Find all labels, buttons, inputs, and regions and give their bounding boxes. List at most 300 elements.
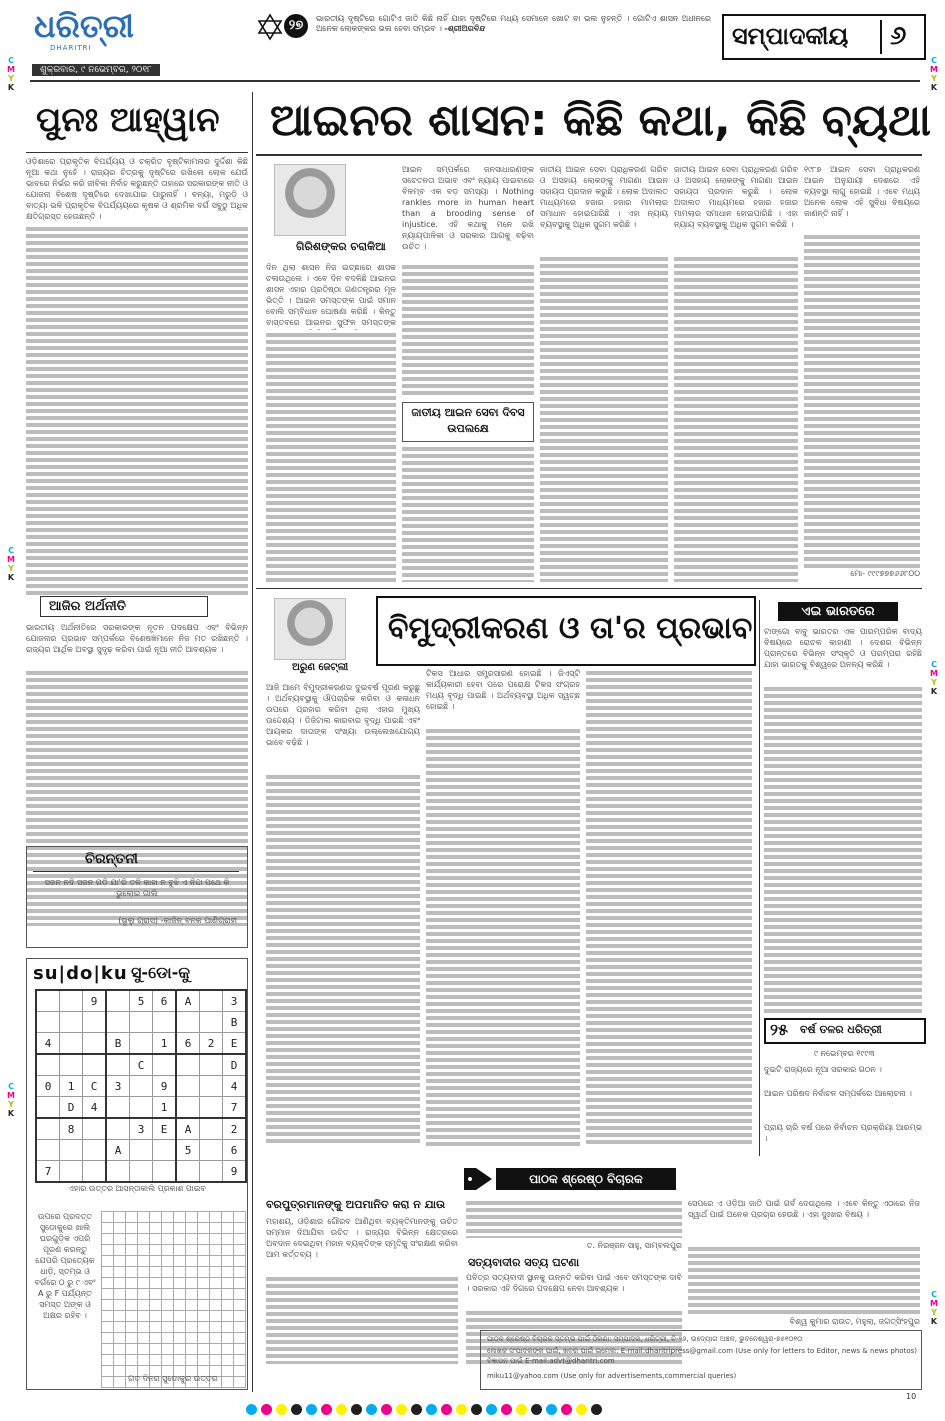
answer-cell [210, 1333, 222, 1344]
sudoku-cell[interactable]: D [60, 1097, 83, 1119]
anniversary-banner [764, 1018, 926, 1044]
sudoku-cell[interactable]: 4 [36, 1033, 60, 1055]
sudoku-cell[interactable]: 7 [223, 1097, 247, 1119]
cmyk-mark-right-mid: C M Y K [930, 660, 938, 696]
sudoku-cell[interactable] [176, 1097, 200, 1119]
right-divider [759, 600, 760, 1156]
answer-cell [102, 1234, 114, 1245]
answer-cell [102, 1256, 114, 1267]
answer-cell [102, 1344, 114, 1355]
sudoku-cell[interactable]: 1 [60, 1076, 83, 1097]
answer-cell [210, 1278, 222, 1289]
answer-cell [198, 1355, 210, 1366]
answer-cell [210, 1212, 222, 1223]
answer-cell [174, 1245, 186, 1256]
answer-cell [222, 1311, 234, 1322]
registration-dot [306, 1404, 317, 1415]
sudoku-cell[interactable] [36, 990, 60, 1012]
answer-cell [114, 1234, 126, 1245]
answer-cell [150, 1256, 162, 1267]
sudoku-cell[interactable] [176, 1076, 200, 1097]
answer-cell [162, 1322, 174, 1333]
answer-cell [198, 1311, 210, 1322]
registration-dot [486, 1404, 497, 1415]
letter3-body: ସେପରେ ଏ ଓଡ଼ିଆ ଜାତି ପାଇଁ ଗର୍ବ ଦେଉଥିଲେ । ଏବେ କିନ୍ତୁ ଏଠାରେ ନିଜ ସ୍ୱାର୍ଥ ପାଇଁ ଅନେକ ପ୍ରଚାର ହେଉଛି । ଏହା ଦୁଃଖର ବିଷୟ । [688, 1199, 920, 1219]
logo: ଧରିତ୍ରୀ [34, 7, 134, 45]
sudoku-cell[interactable]: B [106, 1033, 130, 1055]
section-label-box [722, 14, 926, 60]
answer-cell [222, 1333, 234, 1344]
answer-cell [138, 1289, 150, 1300]
answer-cell [174, 1223, 186, 1234]
sudoku-cell[interactable] [130, 1033, 153, 1055]
sudoku-cell[interactable] [200, 1140, 223, 1161]
answer-cell [174, 1355, 186, 1366]
answer-cell [234, 1344, 246, 1355]
sudoku-cell[interactable]: 9 [223, 1161, 247, 1183]
sudoku-cell[interactable] [83, 1140, 107, 1161]
answer-cell [150, 1234, 162, 1245]
registration-dot [381, 1404, 392, 1415]
article-col5-lede: ୧୯୮୭ ଆଇନ ସେବା ପ୍ରାଧିକରଣ ଆଇନ ଅନୁଯାୟୀ ଦେଶରେ ଏହି ବ୍ୟବସ୍ଥା ଲାଗୁ ହୋଇଛି । ଏବେ ମଧ୍ୟ ଅନେକ ଲୋକ ଏହି ସୁବିଧା ବିଷୟରେ ଜାଣନ୍ତି ନାହିଁ । [804, 165, 920, 218]
sudoku-cell[interactable] [36, 1097, 60, 1119]
answer-cell [138, 1245, 150, 1256]
answer-cell [186, 1212, 198, 1223]
sudoku-cell[interactable]: 9 [153, 1076, 177, 1097]
cmyk-mark-left-mid: C M Y K [7, 546, 15, 582]
sudoku-cell[interactable]: 2 [200, 1033, 223, 1055]
editorial-title: ପୁନଃ ଆହ୍ୱାନ [36, 100, 220, 140]
answer-cell [234, 1212, 246, 1223]
sudoku-cell[interactable]: 4 [223, 1076, 247, 1097]
registration-dot [411, 1404, 422, 1415]
answer-cell [174, 1300, 186, 1311]
sudoku-cell[interactable] [106, 1054, 130, 1076]
answer-cell [222, 1245, 234, 1256]
answer-cell [186, 1355, 198, 1366]
answer-cell [222, 1223, 234, 1234]
answer-cell [234, 1333, 246, 1344]
issue-date: ଶୁକ୍ରବାର, ୯ ନଭେମ୍ବର, ୨୦୧୮ [32, 64, 160, 76]
cmyk-mark-left-low: C M Y K [7, 1082, 15, 1118]
section-divider [880, 20, 882, 54]
answer-cell [138, 1333, 150, 1344]
letter1-title: ବରପୁତ୍ରମାନଙ୍କୁ ଅପମାନିତ କରା ନ ଯାଉ [266, 1198, 446, 1211]
answer-cell [174, 1212, 186, 1223]
article-col1-lede: ଦିନ ଥିଲା ଶାସନ ନିଜ ଇଚ୍ଛାରେ ଶାସକ ଚଳାଉଥିଲେ । ଏବେ ଦିନ ବଦଳିଛି ଆଇନର ଶାସନ ଏହାର ପ୍ରତିଷ୍ଠା ଗଣତନ୍ତ୍ରର ମୂଳ ଭିତ୍ତି । ଆଇନ ସମସ୍ତଙ୍କ ପାଇଁ ସମାନ ବୋଲି ସମ୍ବିଧାନ ଘୋଷଣା କରିଛି । କିନ୍ତୁ ବାସ୍ତବରେ ଆଇନର ସୁଫଳ ସମସ୍ତଙ୍କ [266, 263, 396, 327]
registration-dot [516, 1404, 527, 1415]
answer-cell [234, 1355, 246, 1366]
answer-cell [174, 1333, 186, 1344]
registration-dot [441, 1404, 452, 1415]
sudoku-cell[interactable]: 3 [223, 990, 247, 1012]
registration-dot [426, 1404, 437, 1415]
contact-email-letters[interactable]: ଲେଖକ ସଂପାଦକଙ୍କ ପାଇଁ, ଖବର ପାଇଁ ଇମେଲ: E-mail:dharitripress@gmail.com (Use only for letters to Editor, news & news photos) ବିଜ୍ଞାପନ ପାଇଁ E-mail:advt@dharitri.com [487, 1347, 917, 1365]
answer-cell [234, 1289, 246, 1300]
sudoku-cell[interactable] [60, 1140, 83, 1161]
answer-cell [210, 1267, 222, 1278]
sudoku-cell[interactable]: 5 [176, 1140, 200, 1161]
sudoku-cell[interactable] [36, 1118, 60, 1140]
poem-credit: (ଭୂଲୁ ଗ୍ରାସ) -କାଜିନ୍‌ ବନକ ପାଣିଗ୍ରାହୀ [118, 916, 237, 925]
anniv-item-1: ଦୁଇଟି ରାଜ୍ୟରେ ନୂଆ ସରକାର ଗଠନ । [764, 1065, 882, 1074]
answer-cell [198, 1333, 210, 1344]
sudoku-answer-note: ଉପରେ ପ୍ରଦତ୍ତ ସୁଡୋକୁରେ ଖାଲି ଘରଗୁଡ଼ିକ ଏପରି ପୂରଣ କରନ୍ତୁ ଯେପରି ପ୍ରତ୍ୟେକ ଧାଡ଼ି, ସ୍ତମ୍ଭ ଓ ବର୍ଗରେ ୦ ରୁ ୯ ଏବଂ A ରୁ F ପର୍ଯ୍ୟନ୍ତ ସମସ୍ତ ଅଙ୍କ ଓ ଅକ୍ଷର ରହିବ । [34, 1212, 96, 1320]
letter3-more [688, 1244, 920, 1314]
author-name: ଗିରିଶଙ୍କର ଚରାକିଆ [296, 240, 386, 253]
sudoku-cell[interactable] [153, 1140, 177, 1161]
answer-cell [102, 1278, 114, 1289]
editorial-lede: ଓଡ଼ିଶାରେ ପ୍ରାକୃତିକ ବିପର୍ଯ୍ୟୟ ଓ ଚକ୍ରିତ ବୃଷ୍ଟିକାମନାର ଦୁର୍ଦ୍ଦଶା କିଛି ନୂଆ କଥା ନୁହେଁ । ରାଜ୍ୟର ଚିତ୍ରକୁ ଦୃଷ୍ଟିରେ ରଖିଲେ ଲୋକ ଯେଉଁ ଭାବରେ ନିର୍ଭର କରି ଜୀବିକା ନିର୍ବାହ କରୁଛନ୍ତି ତାହାରେ ସରକାରଙ୍କ ନୀତି ଓ ଯୋଜନା ବିଶେଷ ଦୃଷ୍ଟିରେ ଦେଖାଯାଇ ପାରୁନାହିଁ । ବନ୍ୟା, ମରୁଡ଼ି ଓ ବାତ୍ୟା ଭଳି ପ୍ରାକୃତିକ ବିପର୍ଯ୍ୟୟରେ କୃଷକ ଓ ଶ୍ରମିକ ବର୍ଗ ସବୁଠୁ ଅଧିକ କ୍ଷତିଗ୍ରସ୍ତ ହେଉଛନ୍ତି । [26, 157, 248, 221]
sudoku-cell[interactable] [83, 1054, 107, 1076]
answer-cell [102, 1223, 114, 1234]
answer-cell [126, 1234, 138, 1245]
answer-cell [138, 1344, 150, 1355]
answer-cell [234, 1267, 246, 1278]
answer-cell [222, 1234, 234, 1245]
registration-dot [246, 1404, 257, 1415]
answer-cell [162, 1212, 174, 1223]
anniv-item-2: ଆଇନ ପରିଷଦ ନିର୍ବାଚନ ସମ୍ପର୍କରେ ଆଲୋଚନା । [764, 1089, 912, 1098]
registration-dot [546, 1404, 557, 1415]
answer-cell [126, 1278, 138, 1289]
answer-cell [222, 1278, 234, 1289]
sudoku-cell[interactable] [153, 1054, 177, 1076]
answer-cell [186, 1267, 198, 1278]
quote-text: ଭାରତୀୟ ଦୃଷ୍ଟିରେ ଗୋଟିଏ ଜାତି କିଛି ନାହିଁ ଯାହା ଦୃଷ୍ଟିରେ ମଧ୍ୟ ସେମାନେ ଖୋଟ ବା ଭଲ ନୁହନ୍ତି । ଗୋଟିଏ ଶାସନ ଅଧୀନରେ ଅନେକ ଲୋକଙ୍କର ଭଲ ହେବା ସମ୍ଭବ । [316, 14, 711, 33]
answer-cell [150, 1245, 162, 1256]
answer-cell [174, 1322, 186, 1333]
sudoku-cell[interactable]: C [83, 1076, 107, 1097]
answer-cell [222, 1344, 234, 1355]
sudoku-cell[interactable] [60, 1033, 83, 1055]
second-headline-box [376, 596, 756, 666]
answer-cell [210, 1223, 222, 1234]
sudoku-cell[interactable] [130, 1161, 153, 1183]
registration-dot [321, 1404, 332, 1415]
india-column-lede: ଟାଙ୍ଗୋ ବାବୁ ଭାରତର ଏକ ପାରମ୍ପରିକ ବାଦ୍ୟ ବିଷୟରେ ରୋଚକ କାହାଣୀ । ଦେଶର ବିଭିନ୍ନ ପ୍ରାନ୍ତରେ ବିଭିନ୍ନ ସଂସ୍କୃତି ଓ ପରମ୍ପରା ରହିଛି ଯାହା ଭାରତକୁ ବିଶ୍ୱରେ ଅନନ୍ୟ କରିଛି । [764, 627, 922, 669]
answer-cell [162, 1223, 174, 1234]
answer-cell [198, 1256, 210, 1267]
sudoku-cell[interactable] [36, 1012, 60, 1033]
second-headline: ବିମୁଦ୍ରୀକରଣ ଓ ତା'ର ପ୍ରଭାବ [388, 611, 753, 646]
answer-cell [138, 1267, 150, 1278]
answer-cell [210, 1311, 222, 1322]
sudoku-cell[interactable] [60, 1161, 83, 1183]
article-col1-body [266, 330, 396, 582]
article-col2-lede: ଆଇନ ସମ୍ପର୍କରେ ଜନସାଧାରଣଙ୍କ ସଚେତନତା ଅଭାବ ଏବଂ ନ୍ୟାୟ ପାଇବାରେ ବିଳମ୍ବ ଏକ ବଡ଼ ସମସ୍ୟା । Nothing rankles more in human heart than a brooding sense of injustice. ଏହି କଥାକୁ ମନେ ରଖି ନ୍ୟାୟପାଳିକା ଓ ସରକାର ଆଗକୁ ବଢ଼ିବା ଉଚିତ । [402, 165, 534, 251]
answer-cell [186, 1223, 198, 1234]
answer-cell [210, 1344, 222, 1355]
answer-cell [102, 1212, 114, 1223]
second-col2-lede: ଟିକସ ଆଧାର ସମ୍ପ୍ରସାରଣ ହୋଇଛି । ଜିଏସ୍‌ଟି କାର୍ଯ୍ୟକାରୀ ହେବା ପରେ ପରୋକ୍ଷ ଟିକସ ସଂଗ୍ରହ ମଧ୍ୟ ବୃଦ୍ଧି ପାଇଛି । ଅର୍ଥବ୍ୟବସ୍ଥା ଅଧିକ ସ୍ୱଚ୍ଛ ହୋଇଛି । [426, 669, 580, 711]
contact-email-advt[interactable]: miku11@yahoo.com (Use only for advertisements,commercial queries) [487, 1372, 737, 1380]
second-author-name: ଅରୁଣ ଜେଟ୍‌ଲୀ [292, 662, 349, 673]
second-col3-body [586, 668, 752, 1146]
answer-cell [138, 1355, 150, 1366]
answer-cell [102, 1289, 114, 1300]
answer-cell [186, 1245, 198, 1256]
answer-cell [210, 1234, 222, 1245]
masthead-quote [316, 14, 711, 56]
answer-cell [174, 1344, 186, 1355]
registration-dot [591, 1404, 602, 1415]
answer-cell [186, 1234, 198, 1245]
poem-text: ସଜନ ନଦି ସଜନ ଗଡ଼ି ଯା'ରି ତଳି କାହା ନ ବୁଝି ଏ ନିଦ୍ଦା ପଥେ କି ଭୁଲୋଇ ଗାଲି [44, 878, 230, 898]
sudoku-cell[interactable]: 6 [176, 1033, 200, 1055]
sudoku-cell[interactable]: 2 [223, 1118, 247, 1140]
section-label: ସମ୍ପାଦକୀୟ [732, 22, 849, 50]
article-col3-lede: ଜାତୀୟ ଆଇନ ସେବା ପ୍ରାଧିକରଣ ଗରିବ ଓ ଅସହାୟ ଲୋକଙ୍କୁ ମାଗଣା ଆଇନ ସହାୟତା ପ୍ରଦାନ କରୁଛି । ଲୋକ ଅଦାଲତ ମାଧ୍ୟମରେ ହଜାର ହଜାର ମାମଲାର ସମାଧାନ ହୋଇପାରିଛି । ଏହା ନ୍ୟାୟ ବ୍ୟବସ୍ଥାକୁ ଅଧିକ ସୁଗମ କରିଛି । [540, 165, 668, 229]
answer-cell [186, 1300, 198, 1311]
answer-cell [234, 1300, 246, 1311]
sudoku-cell[interactable]: 3 [130, 1118, 153, 1140]
main-headline: ଆଇନର ଶାସନ: କିଛି କଥା, କିଛି ବ୍ୟଥା [270, 95, 932, 146]
poem-box [26, 846, 248, 948]
sudoku-cell[interactable] [200, 1054, 223, 1076]
answer-cell [198, 1300, 210, 1311]
sudoku-cell[interactable]: B [223, 1012, 247, 1033]
sudoku-cell[interactable]: C [130, 1054, 153, 1076]
answer-cell [102, 1333, 114, 1344]
sudoku-cell[interactable] [130, 1097, 153, 1119]
registration-dot [456, 1404, 467, 1415]
sudoku-cell[interactable] [60, 1012, 83, 1033]
sudoku-cell[interactable]: 3 [106, 1076, 130, 1097]
answer-cell [186, 1333, 198, 1344]
answer-cell [126, 1333, 138, 1344]
answer-cell [126, 1355, 138, 1366]
answer-cell [210, 1355, 222, 1366]
answer-cell [126, 1322, 138, 1333]
answer-cell [162, 1267, 174, 1278]
anniversary-text: ବର୍ଷ ତଳର ଧରିତ୍ରୀ [800, 1023, 882, 1036]
answer-cell [174, 1278, 186, 1289]
answer-cell [150, 1322, 162, 1333]
registration-dot [501, 1404, 512, 1415]
registration-dot [396, 1404, 407, 1415]
answer-cell [234, 1245, 246, 1256]
sudoku-cell[interactable] [36, 1140, 60, 1161]
sudoku-cell[interactable]: E [223, 1033, 247, 1055]
sudoku-cell[interactable] [106, 1012, 130, 1033]
india-column-head: ଏଇ ଭାରତରେ [778, 602, 898, 621]
contact-footer [480, 1330, 922, 1390]
sudoku-cell[interactable] [36, 1054, 60, 1076]
anniversary-date: ୯ ନଭେମ୍ବର ୧୯୯୩ [814, 1049, 875, 1058]
answer-cell [114, 1355, 126, 1366]
sudoku-cell[interactable] [106, 1161, 130, 1183]
answer-cell [174, 1256, 186, 1267]
sudoku-cell[interactable] [60, 1054, 83, 1076]
answer-cell [186, 1311, 198, 1322]
sudoku-cell[interactable] [130, 1140, 153, 1161]
answer-cell [162, 1278, 174, 1289]
answer-cell [222, 1212, 234, 1223]
sudoku-cell[interactable] [106, 1097, 130, 1119]
sudoku-cell[interactable] [200, 1076, 223, 1097]
answer-cell [186, 1289, 198, 1300]
answer-cell [114, 1322, 126, 1333]
answer-cell [150, 1355, 162, 1366]
answer-cell [126, 1256, 138, 1267]
sudoku-cell[interactable] [176, 1012, 200, 1033]
answer-cell [162, 1311, 174, 1322]
answer-cell [102, 1267, 114, 1278]
answer-cell [114, 1333, 126, 1344]
answer-cell [234, 1256, 246, 1267]
sudoku-cell[interactable]: 7 [36, 1161, 60, 1183]
sudoku-cell[interactable]: E [153, 1118, 177, 1140]
answer-cell [150, 1278, 162, 1289]
answer-cell [210, 1322, 222, 1333]
sudoku-cell[interactable]: A [106, 1140, 130, 1161]
answer-cell [222, 1289, 234, 1300]
sudoku-cell[interactable] [83, 1033, 107, 1055]
service-day-box [402, 402, 534, 442]
answer-cell [114, 1300, 126, 1311]
answer-cell [114, 1344, 126, 1355]
sudoku-cell[interactable] [200, 990, 223, 1012]
sudoku-cell[interactable]: 1 [153, 1097, 177, 1119]
main-article [256, 92, 932, 584]
answer-cell [150, 1311, 162, 1322]
author-photo [274, 164, 346, 236]
answer-cell [174, 1289, 186, 1300]
registration-dot [276, 1404, 287, 1415]
sudoku-cell[interactable]: 1 [153, 1033, 177, 1055]
registration-dot [291, 1404, 302, 1415]
sudoku-grid[interactable] [35, 989, 247, 1183]
sudoku-cell[interactable]: 8 [60, 1118, 83, 1140]
answer-cell [234, 1223, 246, 1234]
answer-cell [150, 1300, 162, 1311]
answer-cell [174, 1311, 186, 1322]
answer-cell [210, 1300, 222, 1311]
article-col4-body [674, 254, 798, 582]
answer-cell [126, 1289, 138, 1300]
letter2-title: ସତ୍ୟବାଦୀର ସତ୍ୟ ଘଟଣା [468, 1256, 580, 1269]
sudoku-cell[interactable] [83, 1161, 107, 1183]
registration-dot [576, 1404, 587, 1415]
answer-cell [114, 1278, 126, 1289]
sudoku-cell[interactable] [60, 990, 83, 1012]
sudoku-cell[interactable] [153, 1161, 177, 1183]
answer-cell [174, 1234, 186, 1245]
second-author-photo [274, 598, 346, 660]
left-column [26, 92, 248, 1392]
answer-cell [114, 1289, 126, 1300]
answer-cell [198, 1344, 210, 1355]
answer-cell [114, 1245, 126, 1256]
registration-dot [336, 1404, 347, 1415]
letter1-sign: ତ. ନିରଞ୍ଜନ ସାହୁ, ସାମ୍ବଲପୁର [586, 1241, 682, 1250]
answer-cell [186, 1278, 198, 1289]
sudoku-cell[interactable] [176, 1054, 200, 1076]
answer-cell [138, 1234, 150, 1245]
cmyk-mark-right-low: C M Y K [930, 1290, 938, 1326]
answer-cell [138, 1256, 150, 1267]
sudoku-cell[interactable] [83, 1012, 107, 1033]
answer-cell [150, 1289, 162, 1300]
answer-cell [150, 1212, 162, 1223]
masthead [0, 0, 945, 88]
answer-cell [114, 1223, 126, 1234]
sudoku-cell[interactable] [106, 990, 130, 1012]
answer-cell [222, 1300, 234, 1311]
registration-dot [366, 1404, 377, 1415]
anniversary-number: ୨୫ [770, 1020, 788, 1039]
answer-cell [210, 1289, 222, 1300]
sudoku-cell[interactable]: 6 [223, 1140, 247, 1161]
answer-cell [198, 1267, 210, 1278]
answer-cell [102, 1300, 114, 1311]
sudoku-cell[interactable] [106, 1118, 130, 1140]
answer-cell [102, 1311, 114, 1322]
sudoku-cell[interactable]: A [176, 1118, 200, 1140]
headline-rule [256, 154, 922, 156]
sudoku-brand-latin: su|do|ku [33, 963, 128, 984]
answer-cell [138, 1300, 150, 1311]
answer-cell [162, 1256, 174, 1267]
pen-nib-icon [462, 1164, 494, 1194]
right-column [764, 600, 922, 1156]
registration-dot [351, 1404, 362, 1415]
answer-cell [198, 1212, 210, 1223]
letter1-body: ମହାଶୟ, ଓଡ଼ିଶାର ଗୌରବ ଆଣିଥିବା ବ୍ୟକ୍ତିମାନଙ୍କୁ ଉଚିତ ସମ୍ମାନ ଦିଆଯିବା ଉଚିତ । ରାଜ୍ୟର ବିଭିନ୍ନ କ୍ଷେତ୍ରରେ ଅବଦାନ ଦେଇଥିବା ମହାନ ବ୍ୟକ୍ତିଙ୍କ ସ୍ମୃତିକୁ ସଂରକ୍ଷଣ କରିବା ଆମ କର୍ତ୍ତବ୍ୟ । [266, 1217, 458, 1259]
sudoku-cell[interactable] [130, 1076, 153, 1097]
sudoku-cell[interactable] [200, 1097, 223, 1119]
sudoku-cell[interactable] [200, 1161, 223, 1183]
sudoku-cell[interactable] [83, 1118, 107, 1140]
sudoku-brand-odia: ସୁ-ଡୋ-କୁ [131, 963, 191, 982]
sudoku-cell[interactable]: 4 [83, 1097, 107, 1119]
sudoku-answer-title: ଗତ ଦିନର ସୁଡୋକୁର ଉତ୍ତର [128, 1374, 218, 1383]
sudoku-cell[interactable]: 9 [83, 990, 107, 1012]
sudoku-cell[interactable] [176, 1161, 200, 1183]
left-divider [252, 92, 253, 1392]
answer-cell [114, 1267, 126, 1278]
answer-cell [138, 1223, 150, 1234]
poem-title: ଚିରନ୍ତନୀ [85, 851, 138, 867]
answer-cell [234, 1311, 246, 1322]
sudoku-cell[interactable] [130, 1012, 153, 1033]
answer-cell [210, 1256, 222, 1267]
registration-dot [261, 1404, 272, 1415]
answer-cell [126, 1344, 138, 1355]
sudoku-cell[interactable] [153, 1012, 177, 1033]
sudoku-cell[interactable]: 5 [130, 990, 153, 1012]
sudoku-cell[interactable]: A [176, 990, 200, 1012]
answer-cell [162, 1234, 174, 1245]
letter1-more [266, 1274, 458, 1364]
sudoku-cell[interactable] [200, 1118, 223, 1140]
answer-cell [114, 1256, 126, 1267]
answer-cell [138, 1322, 150, 1333]
cmyk-mark-right: C M Y K [930, 56, 938, 92]
answer-cell [186, 1256, 198, 1267]
answer-cell [102, 1355, 114, 1366]
registration-dot [471, 1404, 482, 1415]
sudoku-cell[interactable]: 6 [153, 990, 177, 1012]
answer-cell [102, 1245, 114, 1256]
sudoku-cell[interactable] [200, 1012, 223, 1033]
sudoku-cell[interactable]: 0 [36, 1076, 60, 1097]
article-col2-body [402, 262, 534, 398]
answer-cell [162, 1344, 174, 1355]
sudoku-cell[interactable]: D [223, 1054, 247, 1076]
letters-banner: ପାଠକ ଶ୍ରେଷ୍ଠ ବିଚାରକ [496, 1168, 676, 1190]
